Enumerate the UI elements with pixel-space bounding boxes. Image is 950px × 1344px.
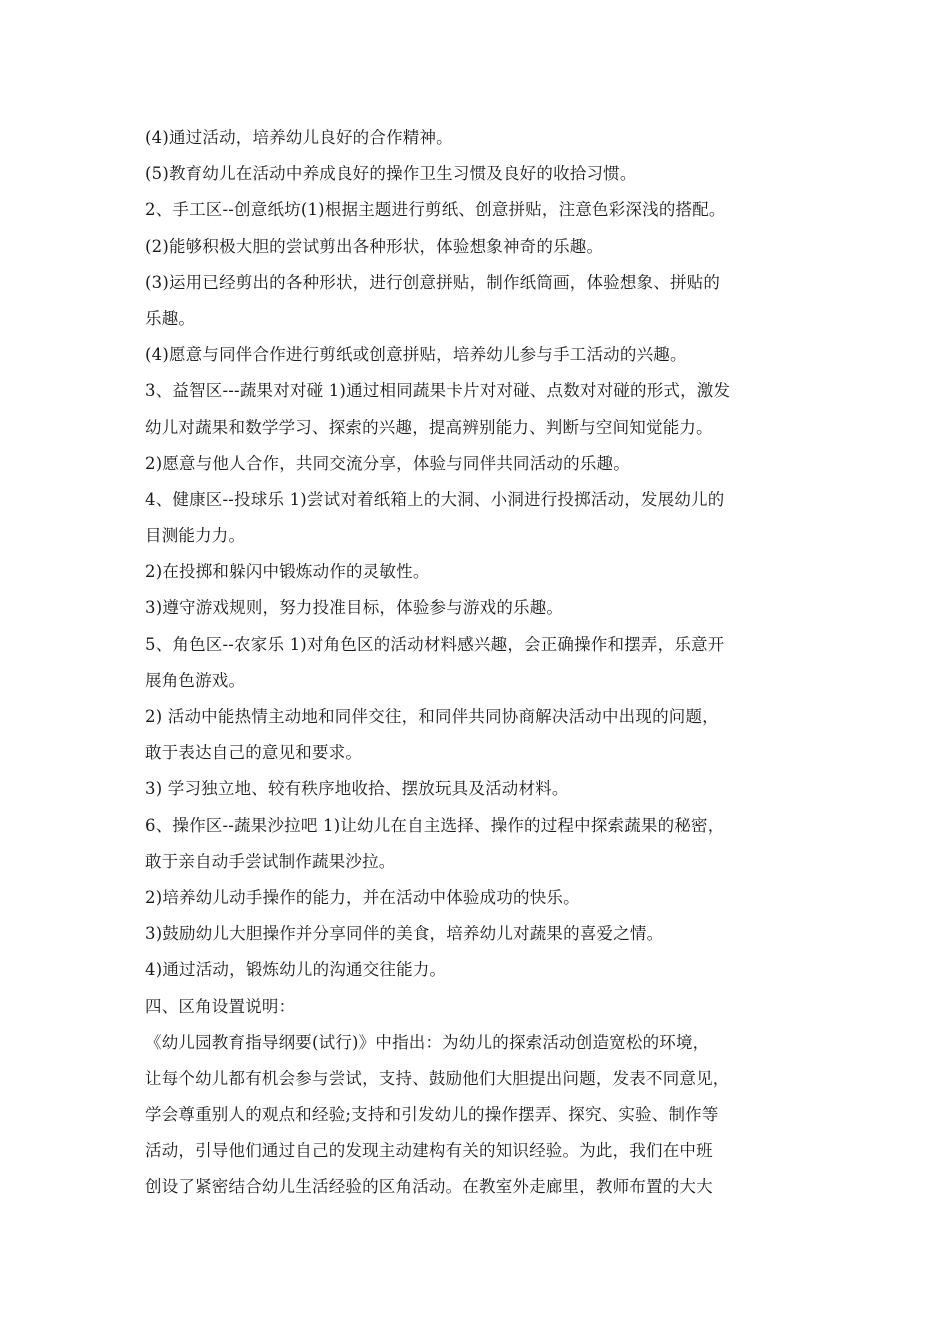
text-line: 2、手工区--创意纸坊(1)根据主题进行剪纸、创意拼贴，注意色彩深浅的搭配。	[145, 200, 726, 220]
text-line: 2) 活动中能热情主动地和同伴交往，和同伴共同协商解决活动中出现的问题，	[145, 707, 719, 726]
text-line: 5、角色区--农家乐 1)对角色区的活动材料感兴趣，会正确操作和摆弄，乐意开	[145, 634, 725, 654]
text-line: 2)培养幼儿动手操作的能力，并在活动中体验成功的快乐。	[145, 887, 580, 907]
text-line: 6、操作区--蔬果沙拉吧 1)让幼儿在自主选择、操作的过程中探索蔬果的秘密，	[145, 815, 725, 835]
text-line: 敢于亲自动手尝试制作蔬果沙拉。	[145, 851, 396, 871]
text-line: 敢于表达自己的意见和要求。	[145, 743, 363, 763]
text-line: 4)通过活动，锻炼幼儿的沟通交往能力。	[145, 960, 447, 980]
text-line: 4、健康区--投球乐 1)尝试对着纸箱上的大洞、小洞进行投掷活动，发展幼儿的	[145, 489, 725, 509]
text-line: (4)通过活动，培养幼儿良好的合作精神。	[145, 128, 453, 147]
section-heading: 四、区角设置说明：	[145, 996, 296, 1016]
text-line: (2)能够积极大胆的尝试剪出各种形状，体验想象神奇的乐趣。	[145, 236, 604, 256]
text-line: 3)遵守游戏规则，努力投准目标，体验参与游戏的乐趣。	[145, 598, 564, 618]
text-line: 目测能力力。	[145, 526, 246, 546]
text-line: 《幼儿园教育指导纲要(试行)》中指出：为幼儿的探索活动创造宽松的环境，	[145, 1032, 710, 1052]
text-line: 2)在投掷和躲闪中锻炼动作的灵敏性。	[145, 562, 430, 582]
text-line: 幼儿对蔬果和数学学习、探索的兴趣，提高辨别能力、判断与空间知觉能力。	[145, 417, 713, 437]
text-line: 活动，引导他们通过自己的发现主动建构有关的知识经验。为此，我们在中班	[145, 1141, 713, 1161]
text-line: (5)教育幼儿在活动中养成良好的操作卫生习惯及良好的收拾习惯。	[145, 164, 637, 184]
text-line: (3)运用已经剪出的各种形状，进行创意拼贴，制作纸筒画，体验想象、拼贴的	[145, 272, 721, 292]
text-line: 3) 学习独立地、较有秩序地收拾、摆放玩具及活动材料。	[145, 779, 569, 799]
text-line: 乐趣。	[145, 308, 196, 328]
text-line: 让每个幼儿都有机会参与尝试，支持、鼓励他们大胆提出问题，发表不同意见，	[145, 1068, 730, 1088]
text-line: 3)鼓励幼儿大胆操作并分享同伴的美食，培养幼儿对蔬果的喜爱之情。	[145, 924, 664, 944]
text-line: (4)愿意与同伴合作进行剪纸或创意拼贴，培养幼儿参与手工活动的兴趣。	[145, 345, 687, 365]
text-line: 创设了紧密结合幼儿生活经验的区角活动。在教室外走廊里，教师布置的大大	[145, 1177, 713, 1197]
document-body	[145, 120, 825, 1206]
text-line: 展角色游戏。	[145, 670, 246, 690]
text-line: 学会尊重别人的观点和经验;支持和引发幼儿的操作摆弄、探究、实验、制作等	[145, 1105, 719, 1125]
text-line: 3、益智区---蔬果对对碰 1)通过相同蔬果卡片对对碰、点数对对碰的形式，激发	[145, 381, 731, 401]
text-line: 2)愿意与他人合作，共同交流分享，体验与同伴共同活动的乐趣。	[145, 453, 630, 473]
